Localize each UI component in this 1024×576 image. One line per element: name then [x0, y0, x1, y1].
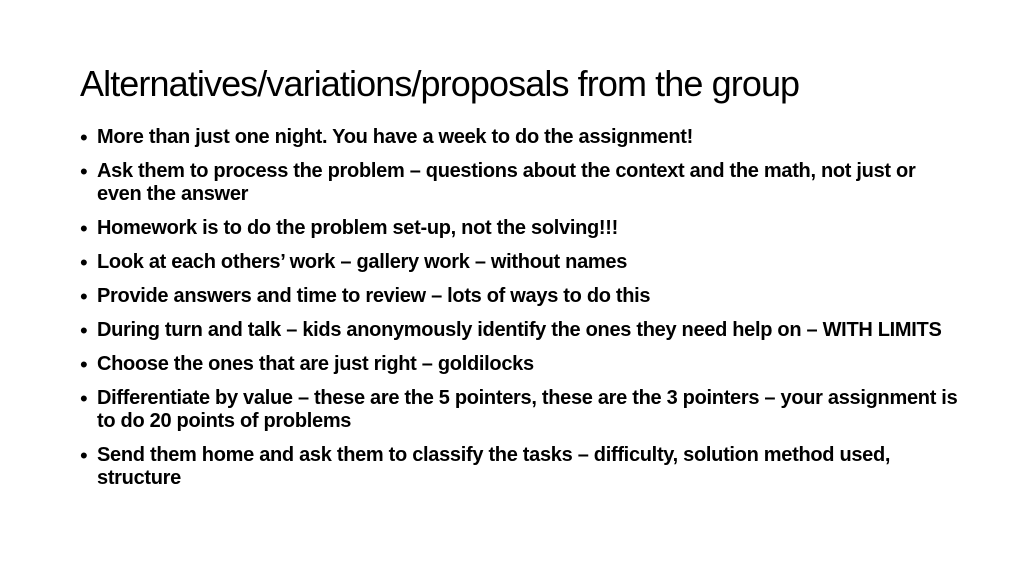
- bullet-text: More than just one night. You have a week to do the assignment!: [97, 126, 693, 148]
- bullet-item: [80, 217, 960, 240]
- bullet-dot-icon: •: [80, 352, 88, 377]
- bullet-text: Choose the ones that are just right – goldilocks: [97, 353, 534, 375]
- bullet-item: [80, 444, 960, 490]
- bullet-text: Send them home and ask them to classify the tasks – difficulty, solution method used, structure: [97, 444, 891, 489]
- bullet-dot-icon: •: [80, 318, 88, 343]
- bullet-dot-icon: •: [80, 443, 88, 468]
- bullet-dot-icon: •: [80, 386, 88, 411]
- bullet-item: [80, 285, 960, 308]
- bullet-text: Look at each others’ work – gallery work – without names: [97, 251, 628, 273]
- bullet-text: Differentiate by value – these are the 5 pointers, these are the 3 pointers – your assignment is to do 20 points of problems: [97, 387, 958, 432]
- bullet-item: [80, 353, 960, 376]
- bullet-dot-icon: •: [80, 125, 88, 150]
- bullet-item: [80, 387, 960, 433]
- bullet-text: Ask them to process the problem – questions about the context and the math, not just or even the answer: [97, 160, 916, 205]
- bullet-dot-icon: •: [80, 284, 88, 309]
- bullet-text: Provide answers and time to review – lots of ways to do this: [97, 285, 651, 307]
- bullet-text: Homework is to do the problem set-up, not the solving!!!: [97, 217, 618, 239]
- bullet-dot-icon: •: [80, 216, 88, 241]
- bullet-dot-icon: •: [80, 159, 88, 184]
- bullet-item: [80, 319, 960, 342]
- slide-title: Alternatives/variations/proposals from the group: [80, 63, 800, 104]
- bullet-dot-icon: •: [80, 250, 88, 275]
- bullet-list: [80, 126, 960, 501]
- bullet-item: [80, 251, 960, 274]
- bullet-text: During turn and talk – kids anonymously identify the ones they need help on – WITH LIMITS: [97, 319, 942, 341]
- bullet-item: [80, 126, 960, 149]
- bullet-item: [80, 160, 960, 206]
